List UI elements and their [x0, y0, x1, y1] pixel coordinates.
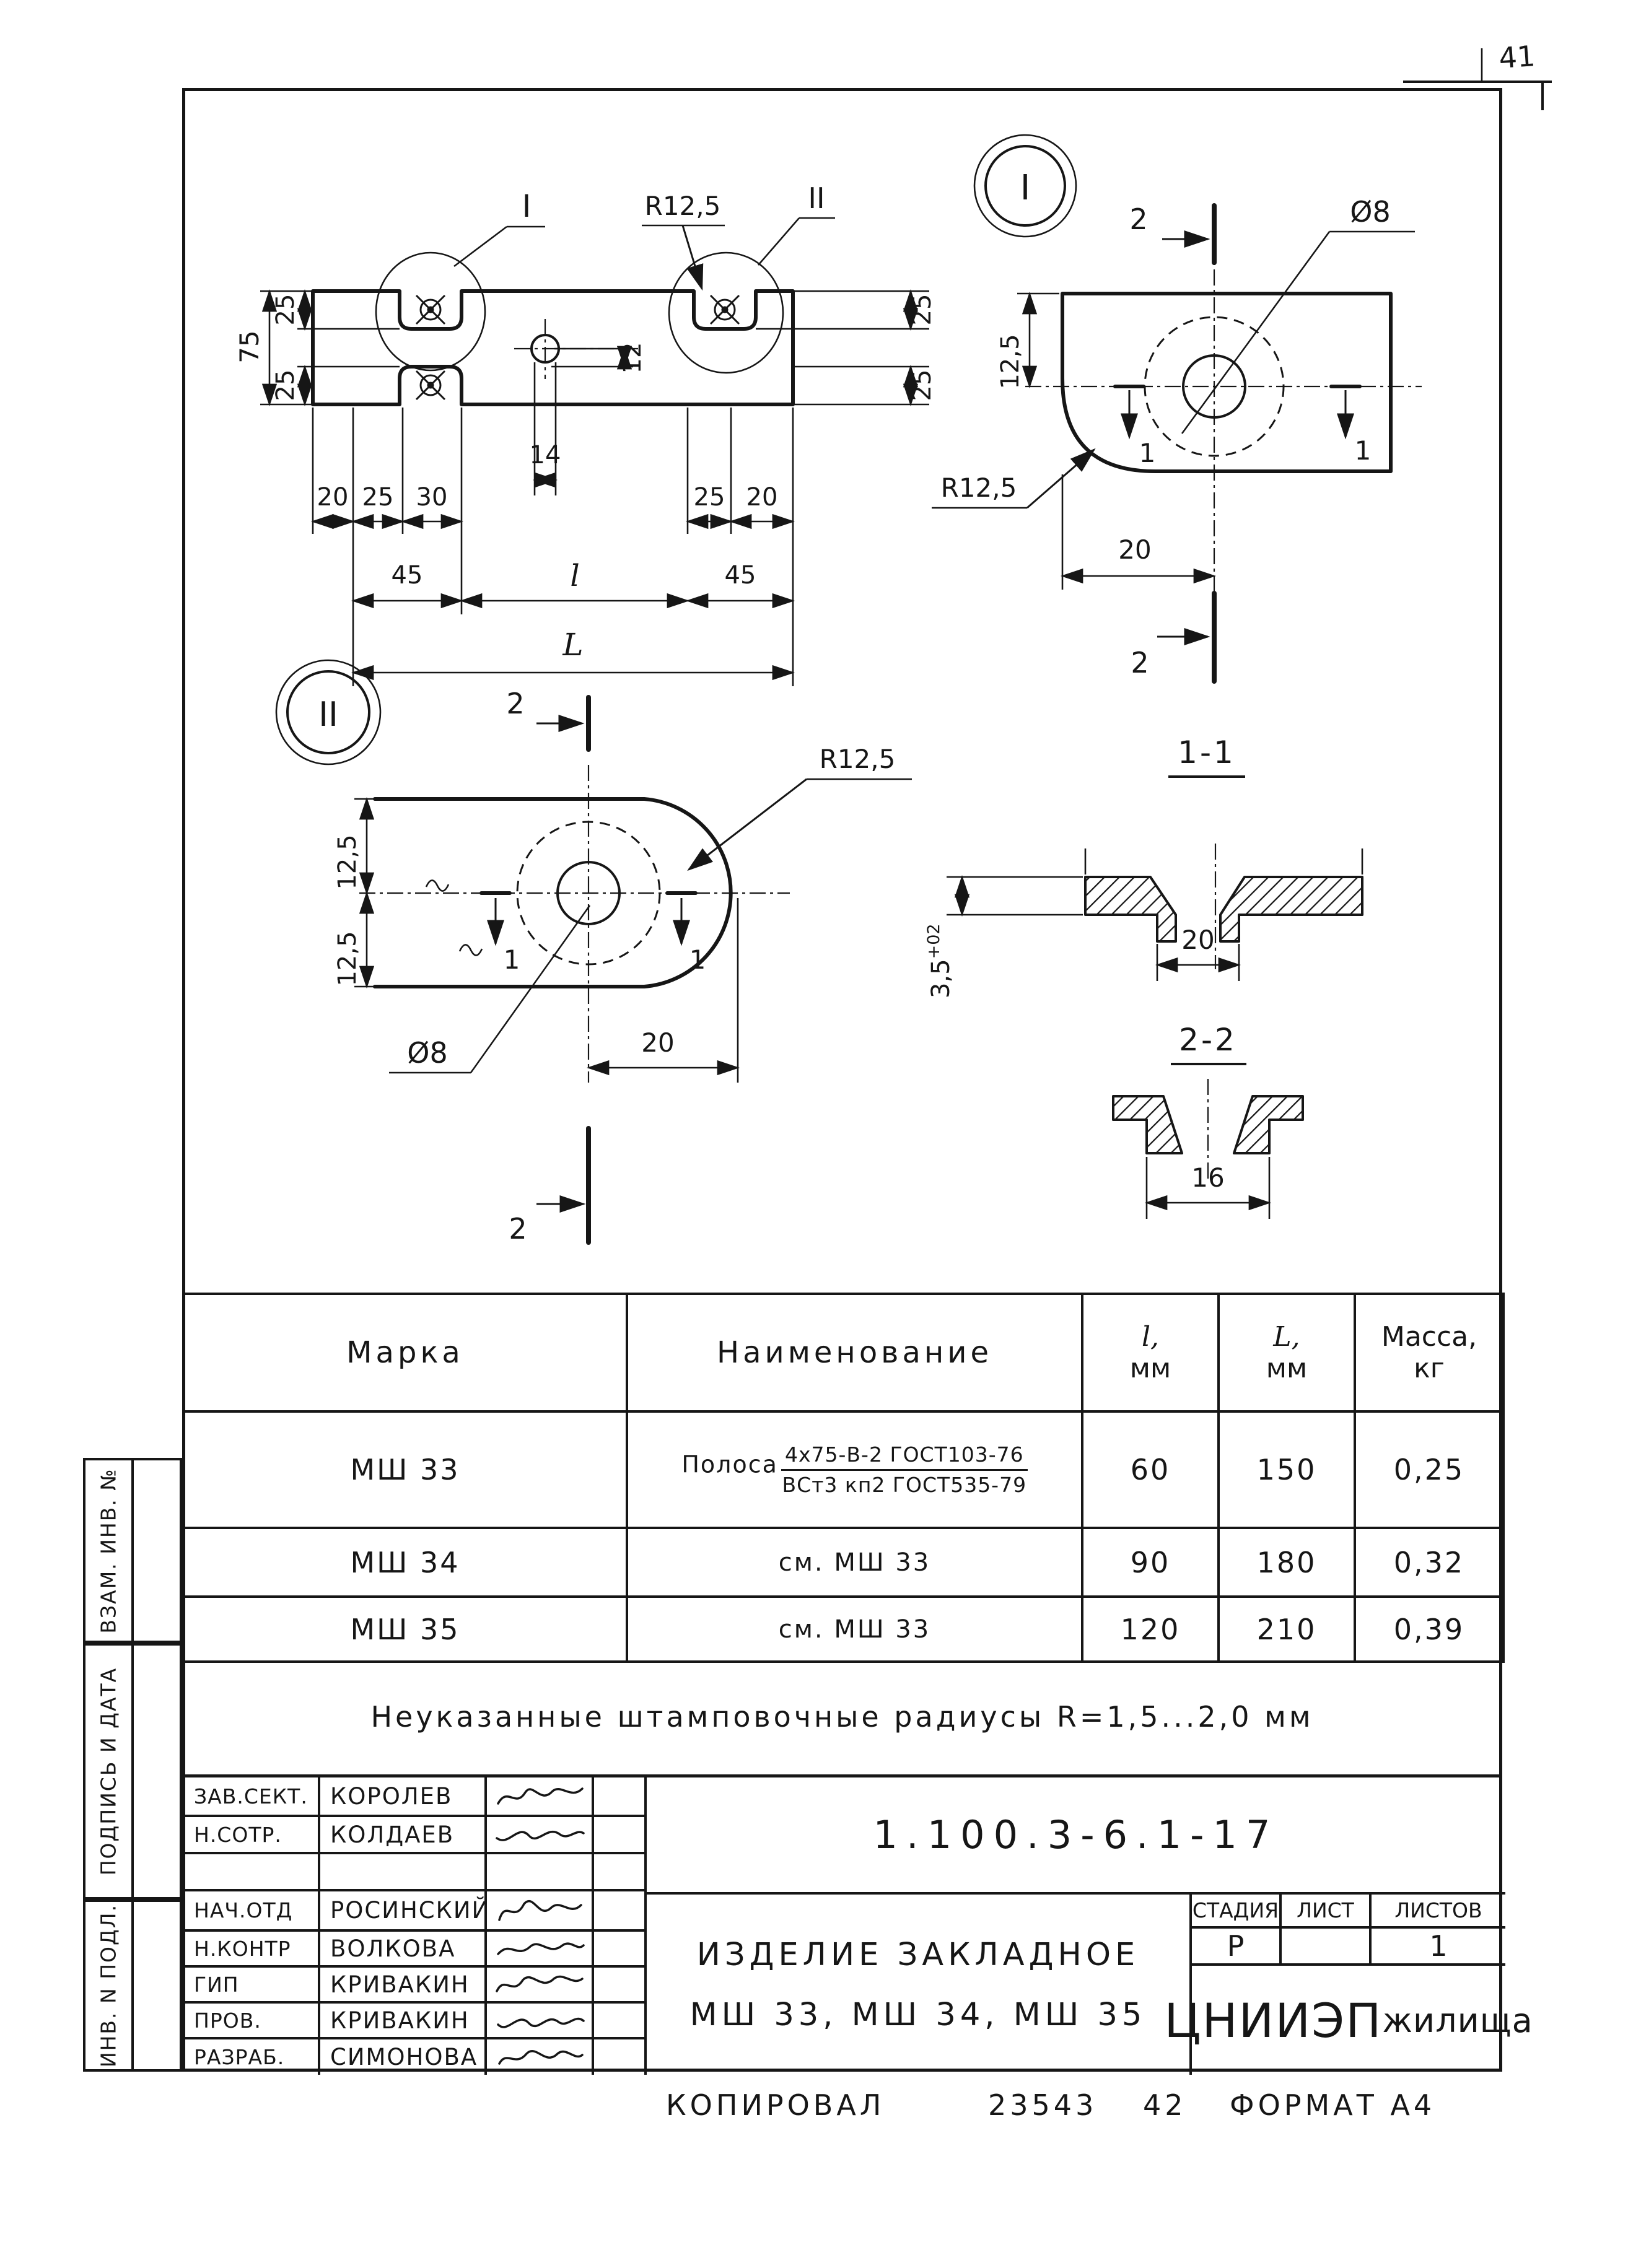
strip-cell-inv: [83, 1899, 182, 2072]
cell-name: см. МШ 33: [627, 1528, 1082, 1597]
cell-mark: МШ 33: [183, 1411, 627, 1528]
sheets-label: ЛИСТОВ: [1369, 1892, 1505, 1926]
stamp-date-cell: [592, 1777, 644, 1815]
strip-label: ВЗАМ. ИНВ. №: [96, 1467, 121, 1634]
radius-label: R12,5: [940, 473, 1017, 503]
footer-format: ФОРМАТ А4: [1230, 2088, 1436, 2122]
stamp-role: Н.СОТР.: [185, 1815, 318, 1852]
section-mark-2-top: 2: [506, 687, 525, 720]
col-header-mass-label: Масса,: [1381, 1321, 1477, 1353]
cell-L: 180: [1219, 1528, 1355, 1597]
cut-mark-1-left: 1: [1139, 438, 1156, 468]
stamp-signature-cell: [484, 2037, 592, 2075]
signature: [493, 2043, 586, 2072]
table-header-row: [183, 1294, 1503, 1411]
stamp-signature-cell: [484, 1965, 592, 2001]
signature: [493, 1820, 586, 1849]
stamp-role: ГИП: [185, 1965, 318, 2001]
radius-label: R12,5: [644, 191, 721, 221]
dia-label: Ø8: [1350, 195, 1391, 229]
col-header-l-unit: мм: [1129, 1353, 1171, 1384]
dia-label: Ø8: [407, 1036, 448, 1070]
stamp-role: НАЧ.ОТД: [185, 1889, 318, 1929]
stamp-signature-cell: [484, 2001, 592, 2037]
doc-number-cell: 1.100.3-6.1-17: [644, 1777, 1505, 1892]
stamp-signature-cell: [484, 1815, 592, 1852]
section-title: 2-2: [1179, 1022, 1237, 1058]
stamp-role: ПРОВ.: [185, 2001, 318, 2037]
section-mark-2-top: 2: [1129, 203, 1148, 236]
col-header-L: [1219, 1294, 1355, 1411]
dim-12-5-top: 12,5: [333, 834, 362, 890]
product-title-cell: [644, 1892, 1189, 2075]
cell-mark: МШ 34: [183, 1528, 627, 1597]
section-title: 1-1: [1178, 735, 1236, 770]
stamp-signature-cell: [484, 1929, 592, 1965]
stamp-date-cell: [592, 1852, 644, 1889]
signature: [493, 1970, 586, 1999]
dim-16: 16: [1191, 1162, 1225, 1193]
stamp-name: КОЛДАЕВ: [318, 1815, 484, 1852]
product-title-line2: МШ 33, МШ 34, МШ 35: [689, 1996, 1147, 2033]
dim-20: 20: [641, 1027, 675, 1058]
dim-12: 12: [618, 342, 647, 374]
fraction-denominator: ВСт3 кп2 ГОСТ535-79: [782, 1472, 1027, 1497]
sheet-value: [1279, 1926, 1369, 1963]
dim-25a: 25: [362, 483, 394, 512]
table-row: [183, 1597, 1503, 1662]
spec-table: [182, 1293, 1505, 1663]
stamp-signature-cell: [484, 1852, 592, 1889]
stamp-name: КРИВАКИН: [318, 1965, 484, 2001]
col-header-mass: [1355, 1294, 1503, 1411]
footer-number-2: 42: [1143, 2088, 1187, 2122]
col-header-l: [1082, 1294, 1219, 1411]
signature: [493, 1781, 586, 1811]
table-row: [183, 1528, 1503, 1597]
stamp-name: [318, 1852, 484, 1889]
cut-mark-1-left: 1: [503, 944, 520, 975]
dim-20b: 20: [746, 483, 778, 512]
stamp-name: ВОЛКОВА: [318, 1929, 484, 1965]
cut-mark-1-right: 1: [1354, 435, 1372, 466]
org-name-2: жилища: [1382, 2000, 1533, 2040]
dim-14: 14: [529, 441, 561, 469]
cell-mass: 0,32: [1355, 1528, 1503, 1597]
dim-75: 75: [234, 330, 265, 364]
stamp-name: СИМОНОВА: [318, 2037, 484, 2075]
stamp-name: КРИВАКИН: [318, 2001, 484, 2037]
stamp-signature-cell: [484, 1777, 592, 1815]
dim-25-bottom-left: 25: [271, 369, 300, 401]
title-block: [182, 1774, 1533, 2072]
cut-mark-1-right: 1: [689, 944, 706, 975]
col-header-L-symbol: L,: [1273, 1321, 1300, 1353]
strip-label: ИНВ. N ПОДЛ.: [96, 1903, 121, 2068]
dim-25b: 25: [693, 483, 725, 512]
cell-name: [627, 1411, 1082, 1528]
dim-12-5-bottom: 12,5: [333, 931, 362, 987]
stamp-role: ЗАВ.СЕКТ.: [194, 1784, 308, 1808]
col-header-name: Наименование: [627, 1294, 1082, 1411]
cell-mass: 0,25: [1355, 1411, 1503, 1528]
radius-label: R12,5: [819, 744, 896, 774]
dim-12-5: 12,5: [996, 334, 1025, 390]
callout-I: I: [522, 188, 532, 224]
dim-45-right: 45: [724, 561, 756, 590]
cell-l: 120: [1082, 1597, 1219, 1662]
org-name: ЦНИИЭП: [1164, 1992, 1383, 2048]
dim-25-top-left: 25: [271, 294, 300, 326]
stamp-date-cell: [592, 1929, 644, 1965]
cell-mark: МШ 35: [183, 1597, 627, 1662]
dim-3-5: 3,5: [927, 959, 955, 998]
stamp-date-cell: [592, 2001, 644, 2037]
callout-II: II: [808, 181, 825, 215]
stamp-date-cell: [592, 1815, 644, 1852]
dim-20a: 20: [317, 483, 349, 512]
cell-l: 60: [1082, 1411, 1219, 1528]
col-header-mass-unit: кг: [1414, 1353, 1445, 1384]
cell-L: 150: [1219, 1411, 1355, 1528]
stamp-date-cell: [592, 1889, 644, 1929]
dim-45-left: 45: [391, 561, 423, 590]
dim-25-bottom-right: 25: [908, 369, 937, 401]
stamp-role: РАЗРАБ.: [185, 2037, 318, 2075]
stamp-signature-cell: [484, 1889, 592, 1929]
name-prefix: Полоса: [681, 1450, 778, 1478]
stage-value: Р: [1189, 1926, 1279, 1963]
stamp-role: Н.КОНТР: [185, 1929, 318, 1965]
stamp-date-cell: [592, 1965, 644, 2001]
dim-l: l: [570, 559, 580, 593]
strip-label: ПОДПИСЬ И ДАТА: [96, 1667, 121, 1876]
stamp-role: [185, 1852, 318, 1889]
stamp-date-cell: [592, 2037, 644, 2075]
detail-I-label: I: [1020, 168, 1031, 208]
strip-cell-vzam: [83, 1458, 182, 1643]
dim-30: 30: [416, 483, 448, 512]
dim-tolerance: +02: [924, 923, 943, 959]
left-margin-strip: [83, 1458, 182, 2072]
table-row: [183, 1411, 1503, 1528]
material-fraction: [781, 1442, 1028, 1498]
sheet-label: ЛИСТ: [1279, 1892, 1369, 1926]
detail-II-label: II: [318, 695, 338, 734]
section-mark-2-bottom: 2: [509, 1212, 527, 1245]
page-number-handwritten: 41: [1497, 39, 1536, 76]
cell-name: см. МШ 33: [627, 1597, 1082, 1662]
dim-25-top-right: 25: [908, 294, 937, 326]
sheets-value: 1: [1369, 1926, 1505, 1963]
signature: [493, 1895, 586, 1926]
col-header-l-symbol: l,: [1141, 1321, 1160, 1353]
strip-cell-podpis: [83, 1643, 182, 1899]
stamping-radii-note: Неуказанные штамповочные радиусы R=1,5...2,0 мм: [370, 1700, 1314, 1734]
dim-L: L: [562, 627, 584, 663]
stage-label: СТАДИЯ: [1189, 1892, 1279, 1926]
product-title-line1: ИЗДЕЛИЕ ЗАКЛАДНОЕ: [696, 1936, 1140, 1973]
footer-copied: КОПИРОВАЛ: [666, 2088, 885, 2122]
cell-mass: 0,39: [1355, 1597, 1503, 1662]
dim-20: 20: [1118, 534, 1152, 565]
dim-20: 20: [1181, 925, 1215, 955]
fraction-numerator: 4х75-В-2 ГОСТ103-76: [781, 1442, 1028, 1470]
col-header-mark: Марка: [183, 1294, 627, 1411]
signature: [493, 2006, 586, 2035]
stamp-name: РОСИНСКИЙ: [318, 1889, 484, 1929]
section-mark-2-bottom: 2: [1131, 646, 1149, 679]
stamp-name: КОРОЛЕВ: [318, 1777, 484, 1815]
footer-number: 23543: [988, 2088, 1098, 2122]
col-header-L-unit: мм: [1266, 1353, 1308, 1384]
organization-cell: [1164, 1963, 1533, 2075]
cell-l: 90: [1082, 1528, 1219, 1597]
cell-L: 210: [1219, 1597, 1355, 1662]
signature: [493, 1934, 586, 1963]
